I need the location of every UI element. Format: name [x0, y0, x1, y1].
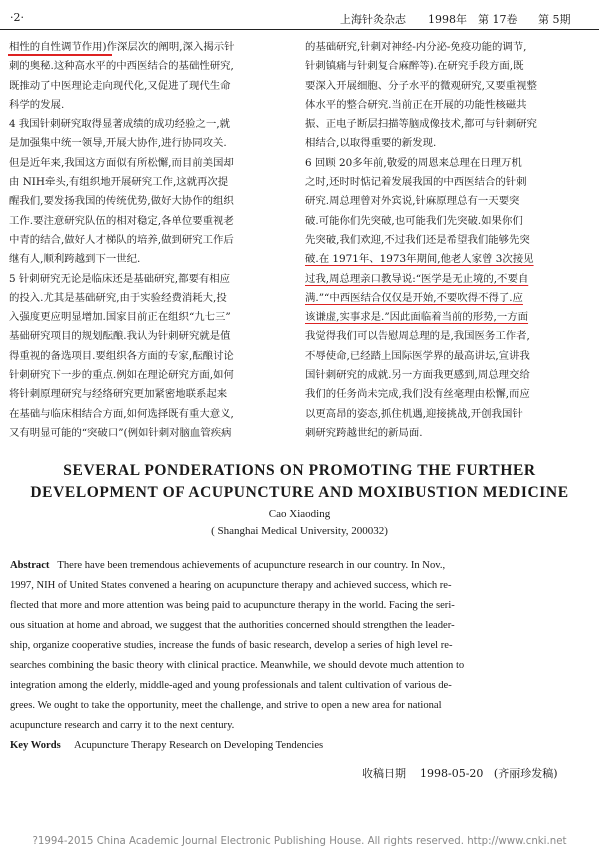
- affiliation: ( Shanghai Medical University, 200032): [211, 525, 388, 537]
- right-column: [305, 38, 593, 443]
- text-line: 中青的结合,做好人才梯队的培养,做到研究工作后: [9, 233, 234, 246]
- text-line: 得重视的备选项目.要组织各方面的专家,酝酿讨论: [9, 349, 234, 362]
- text-line: 先突破,我们欢迎,不过我们还是希望我们能够先突: [305, 233, 530, 246]
- text-line: 4 我国针刺研究取得显著成绩的成功经验之一,就: [9, 118, 231, 131]
- text-line: 我觉得我们可以告慰周总理的是,我国医务工作者,: [305, 330, 530, 343]
- highlight-underline: [8, 54, 112, 56]
- text-line: 醒我们,要发扬我国的传统优势,做好大协作的组织: [9, 195, 234, 208]
- english-title-line-1: SEVERAL PONDERATIONS ON PROMOTING THE FURTHER: [63, 462, 536, 479]
- text-line: 在基础与临床相结合方面,如何选择既有重大意义,: [9, 407, 234, 420]
- abstract-line: grees. We ought to take the opportunity, meet the challenge, and strive to open a new area for national: [10, 700, 442, 711]
- text-line: 国针刺研究的成就.另一方面我更感到,周总理交给: [305, 369, 530, 382]
- editor-note: (齐丽珍发稿): [493, 767, 558, 780]
- page-number: ·2·: [10, 11, 24, 24]
- left-column: [9, 38, 291, 443]
- text-line-underlined: 破.在 1971年、1973年期间,他老人家曾 3次接见: [305, 253, 534, 266]
- text-line: 的投入.尤其是基础研究,由于实验经费消耗大,投: [9, 291, 227, 304]
- text-line: 5 针刺研究无论是临床还是基础研究,都要有相应: [9, 272, 231, 285]
- author-name: Cao Xiaoding: [268, 508, 331, 520]
- abstract-line: ship, organize cooperative studies, increase the funds of basic research, develop a series of high level re-: [10, 640, 453, 651]
- text-line: 既推动了中医理论走向现代化,又促进了现代生命: [9, 79, 231, 92]
- journal-year: 1998年: [428, 13, 467, 26]
- abstract-line: integration among the elderly, middle-aged and young professionals and talent cultivation of various de-: [10, 680, 452, 691]
- text-line: 的基础研究,针刺对神经-内分泌-免疫功能的调节,: [305, 41, 527, 53]
- text-line: 继有人,顺利跨越到下一世纪.: [9, 253, 141, 266]
- text-line: 要深入开展细胞、分子水平的微观研究,又要重视整: [305, 79, 537, 92]
- abstract-line: 1997, NIH of United States convened a hearing on acupuncture therapy and achieved success, which re-: [10, 580, 452, 591]
- english-title-line-2: DEVELOPMENT OF ACUPUNCTURE AND MOXIBUSTION MEDICINE: [30, 484, 569, 501]
- abstract-line: ous situation at home and abroad, we suggest that the authorities concerned should strengthen the leader-: [10, 620, 455, 631]
- text-line: 将针刺原理研究与经络研究更加紧密地联系起来: [9, 388, 228, 401]
- text-line: 入强度更应明显增加.国家目前正在组织“九七三”: [9, 311, 231, 324]
- text-line: 又有明显可能的“突破口”(例如针刺对脑血管疾病: [9, 426, 232, 439]
- text-line: 由 NIH牵头,有组织地开展研究工作,这就再次提: [9, 176, 229, 189]
- text-line: 体水平的整合研究.当前正在开展的功能性核磁共: [305, 98, 527, 111]
- journal-issue: 第 5期: [538, 13, 571, 26]
- text-line-underlined: 过我,周总理亲口教导说:“医学是无止境的,不要自: [305, 272, 529, 285]
- text-line: 相性的自性调节作用)作深层次的阐明,深入揭示针: [9, 41, 235, 53]
- text-line: 基础研究项目的规划酝酿.我认为针刺研究就是值: [9, 330, 231, 343]
- text-line: 是加强集中统一领导,开展大协作,进行协同攻关.: [9, 137, 227, 150]
- text-line: 我们的任务尚未完成,我们没有丝毫理由松懈,而应: [305, 388, 530, 401]
- text-line: 科学的发展.: [9, 98, 65, 111]
- text-line: 破.可能你们先突破,也可能我们先突破.如果你们: [305, 214, 523, 227]
- abstract-label: Abstract: [10, 560, 50, 571]
- copyright-footer: ?1994-2015 China Academic Journal Electronic Publishing House. All rights reserved. http://www.cnki.net: [32, 836, 567, 847]
- text-line: 针刺镇痛与针刺复合麻醉等).在研究手段方面,既: [305, 60, 524, 73]
- text-line-underlined: 满.”“中西医结合仅仅是开始,不要吹得不得了.应: [305, 291, 523, 304]
- text-line-underlined: 该谦虚,实事求是.”因此面临着当前的形势,一方面: [305, 311, 529, 324]
- abstract-line: searches combining the basic theory with clinical practice. Meanwhile, we should devote much attention to: [10, 660, 465, 671]
- text-line: 之时,还时时惦记着发展我国的中西医结合的针刺: [305, 176, 527, 189]
- keywords-label: Key Words: [10, 740, 61, 751]
- text-line: 但是近年来,我国这方面似有所松懈,而目前美国却: [9, 156, 234, 169]
- text-line: 不辱使命,已经踏上国际医学界的最高讲坛,宣讲我: [305, 349, 530, 362]
- text-line: 相结合,以取得重要的新发现.: [305, 137, 437, 150]
- journal-name: 上海针灸杂志: [340, 13, 406, 26]
- text-line: 6 回顾 20多年前,敬爱的周恩来总理在日理万机: [305, 156, 522, 169]
- text-line: 针刺研究下一步的重点.例如在理论研究方面,如何: [9, 369, 234, 382]
- abstract-line: flected that more and more attention was being paid to acupuncture therapy in the world. Facing the seri-: [10, 600, 455, 611]
- journal-volume: 第 17卷: [478, 13, 518, 26]
- abstract-line: acupuncture research and carry it to the next century.: [10, 720, 235, 731]
- text-line: 以更高昂的姿态,抓住机遇,迎接挑战,开创我国针: [305, 407, 523, 420]
- received-label: 收稿日期: [362, 767, 406, 780]
- abstract-line: There have been tremendous achievements of acupuncture research in our country. In Nov.,: [57, 560, 446, 571]
- received-info: [362, 765, 558, 781]
- text-line: 振、正电子断层扫描等脑成像技术,都可与针刺研究: [305, 118, 537, 131]
- received-date: 1998-05-20: [420, 767, 484, 780]
- abstract-block: [10, 556, 593, 756]
- text-line: 研究.周总理曾对外宾说,针麻原理总有一天要突: [305, 195, 520, 208]
- header-rule: [0, 29, 599, 30]
- text-line: 工作.要注意研究队伍的相对稳定,各单位要重视老: [9, 214, 234, 227]
- text-line: 刺的奥秘.这种高水平的中西医结合的基础性研究,: [9, 60, 234, 73]
- text-line: 刺研究跨越世纪的新局面.: [305, 426, 423, 439]
- keywords: Acupuncture Therapy Research on Developing Tendencies: [73, 740, 324, 751]
